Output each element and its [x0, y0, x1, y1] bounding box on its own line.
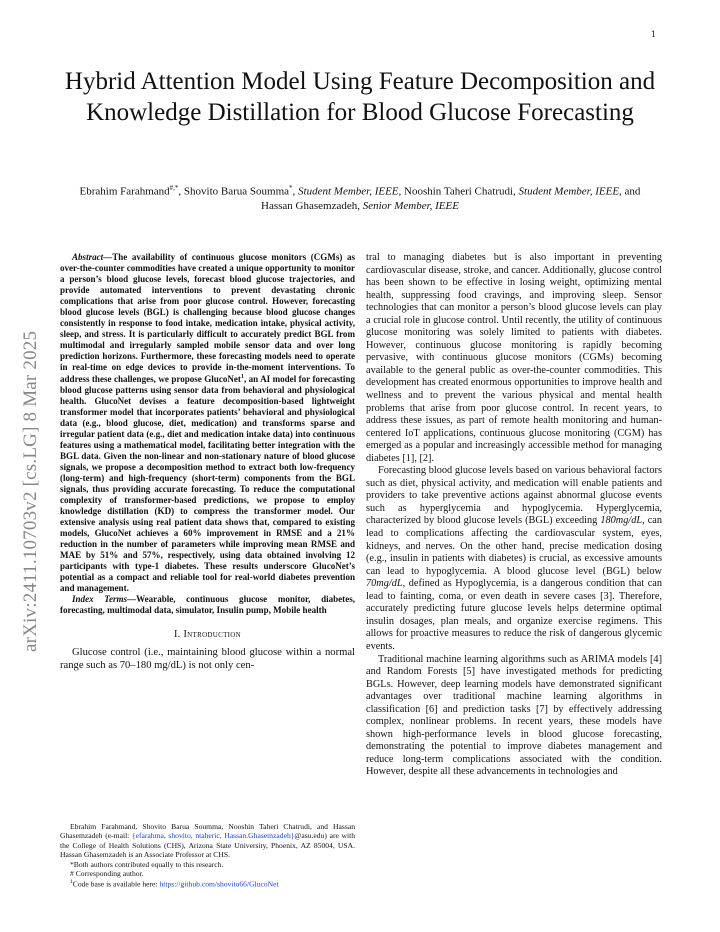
equal-contribution-note: *Both authors contributed equally to this research. [70, 859, 224, 869]
author-role: Senior Member, IEEE [362, 199, 459, 212]
section-heading [60, 629, 355, 642]
author-name: Ebrahim Farahmand [79, 185, 170, 198]
footnote-marker[interactable]: 1 [240, 374, 244, 381]
body-paragraph: Traditional machine learning algorithms such as ARIMA models [4] and Random Forests [5] have investigated methods for predicting BGLs. However, deep learning models have demonstrated significant advantages over traditional machine learning algorithms in classification [6] and prediction tasks [7] by effectively addressing complex, nonlinear problems. In recent years, these models have shown high-performance levels in blood glucose forecasting, demonstrating the potential to improve diabetes management and reduce long-term complications associated with the condition. However, despite all these advancements in technologies and [366, 653, 662, 778]
right-column [366, 252, 662, 779]
author-name: , Nooshin Taheri Chatrudi, [398, 185, 519, 198]
author-list: Ebrahim Farahmand#,*, Shovito Barua Soumma*, Student Member, IEEE, Nooshin Taheri Chatrudi, Student Member, IEEE, and Hassan Ghasemzadeh, Senior Member, IEEE [79, 184, 641, 212]
abstract-text: , an AI model for forecasting blood glucose patterns using sensor data from behavioral and physiological health. GlucoNet devises a feature decomposition-based lightweight transformer model that incorporates patients’ behavioral and physiological data (e.g., blood glucose, diet, medication) and transforms sparse and irregular patient data (e.g., diet and medication intake data) into continuous features using a mathematical model, facilitating better integration with the BGL data. Given the non-linear and non-stationary nature of blood glucose signals, we propose a decomposition method to extract both low-frequency (long-term) and high-frequency (short-term) components from the BGL signals, thus providing accurate forecasting. To reduce the computational complexity of transformer-based predictions, we propose to employ knowledge distillation (KD) to compress the transformer model. Our extensive analysis using real patient data shows that, compared to existing models, GlucoNet achieves a 60% improvement in RMSE and a 21% reduction in the number of parameters while improving mean RMSE and MAE by 51% and 57%, respectively, using data obtained involving 12 participants with type-1 diabetes. These results underscore GlucoNet’s potential as a compact and reliable tool for real-world diabetes prevention and management. [60, 374, 355, 593]
section-numeral: I. [173, 629, 181, 641]
page-number: 1 [651, 30, 657, 39]
author-name: , and Hassan Ghasemzadeh, [261, 185, 641, 212]
body-paragraph: tral to managing diabetes but is also important in preventing cardiovascular disease, stroke, and cancer. Additionally, glucose control has been shown to be effective in losing weight, optimizing mental health, suppressing food cravings, and improving sleep. Sensor technologies that can monitor a person’s blood glucose levels can play a crucial role in glucose control. Until recently, the utility of continuous glucose monitoring was solely limited to patients with diabetes. However, continuous glucose monitoring is rapidly becoming pervasive, with continuous glucose monitors (CGMs) becoming available to the general public as over-the-counter commodities. This development has created enormous opportunities to improve health and wellness and to prevent the various physical and mental health problems that arise from poor glucose control. In recent years, to address these issues, as part of remote health monitoring and human-centered IoT applications, continuous glucose monitoring (CGM) has emerged as a popular and increasingly accessible method for managing diabetes [1], [2]. [366, 252, 662, 464]
code-url-link[interactable]: https://github.com/shovito66/GlucoNet [159, 879, 279, 889]
left-column [60, 252, 355, 673]
index-terms-label: Index Terms [72, 593, 128, 604]
abstract-label: Abstract [72, 252, 104, 262]
author-role: Student Member, IEEE [298, 185, 399, 198]
email-link[interactable]: {efarahma, shovito, ntaheric, Hassan.Ghasemzadeh} [131, 831, 295, 841]
index-terms-text: —Wearable, continuous glucose monitor, diabetes, forecasting, multimodal data, simulator, Insulin pump, Mobile health [60, 593, 355, 615]
index-terms [60, 594, 355, 616]
paper-title: Hybrid Attention Model Using Feature Decomposition and Knowledge Distillation for Blood Glucose Forecasting [64, 68, 656, 126]
abstract [60, 252, 355, 594]
corresponding-author-note: # Corresponding author. [70, 869, 144, 879]
author-role: Student Member, IEEE [518, 185, 620, 198]
math-inline: 70mg/dL [366, 578, 403, 590]
arxiv-identifier-stamp[interactable]: arXiv:2411.10703v2 [cs.LG] 8 Mar 2025 [20, 330, 41, 652]
affiliation-footnote: Ebrahim Farahmand, Shovito Barua Soumma, Nooshin Taheri Chatrudi, and Hassan Ghasemzadeh (e-mail: {efarahma, shovito, ntaheric, Hassan.Ghasemzadeh}@asu.edu) are with the College of Health Solutions (CHS), Arizona State University, Phoenix, AZ 85004, USA. Hassan Ghasemzadeh is an Associate Professor at CHS. [60, 822, 356, 860]
author-name: , Shovito Barua Soumma [178, 185, 290, 198]
math-inline: 180mg/dL [600, 515, 643, 527]
body-paragraph: Forecasting blood glucose levels based on various behavioral factors such as diet, physical activity, and medication will enable patients and providers to take preventive actions against abnormal glucose events such as hyperglycemia and hypoglycemia. Hyperglycemia, characterized by blood glucose levels (BGL) exceeding 180mg/dL, can lead to complications affecting the cardiovascular system, eyes, kidneys, and nerves. On the other hand, precise medication dosing (e.g., insulin in patients with diabetes) is crucial, as excessive amounts can lead to hypoglycemia. A blood glucose level (BGL) below 70mg/dL, defined as Hypoglycemia, is a dangerous condition that can lead to fainting, coma, or even death in severe cases [3]. Therefore, accurately predicting future glucose levels helps determine optimal insulin dosages, plan meals, and organize exercise regimens. This allows for proactive measures to reduce the risk of dangerous glycemic events. [366, 465, 662, 652]
author-mark: * [289, 184, 293, 192]
abstract-text: —The availability of continuous glucose monitors (CGMs) as over-the-counter commodities have created a unique opportunity to monitor a person’s blood glucose levels, forecast blood glucose trajectories, and provide automated interventions to prevent devastating chronic complications that arise from poor glucose control. However, forecasting blood glucose levels (BGL) is challenging because blood glucose changes consistently in response to food intake, medication intake, physical activity, sleep, and stress. It is particularly difficult to accurately predict BGL from multimodal and irregularly sampled mobile sensor data and over long prediction horizons. Furthermore, these forecasting models need to operate in real-time on edge devices to provide in-the-moment interventions. To address these challenges, we propose GlucoNet [60, 252, 355, 385]
intro-paragraph: Glucose control (i.e., maintaining blood glucose within a normal range such as 70–180 mg/dL) is not only cen- [60, 647, 355, 671]
footnotes [60, 822, 355, 889]
author-marks: #,* [169, 184, 179, 192]
code-footnote: $^1$Code base is available here: https://github.com/shovito66/GlucoNet [70, 879, 279, 889]
section-title: Introduction [183, 629, 242, 641]
